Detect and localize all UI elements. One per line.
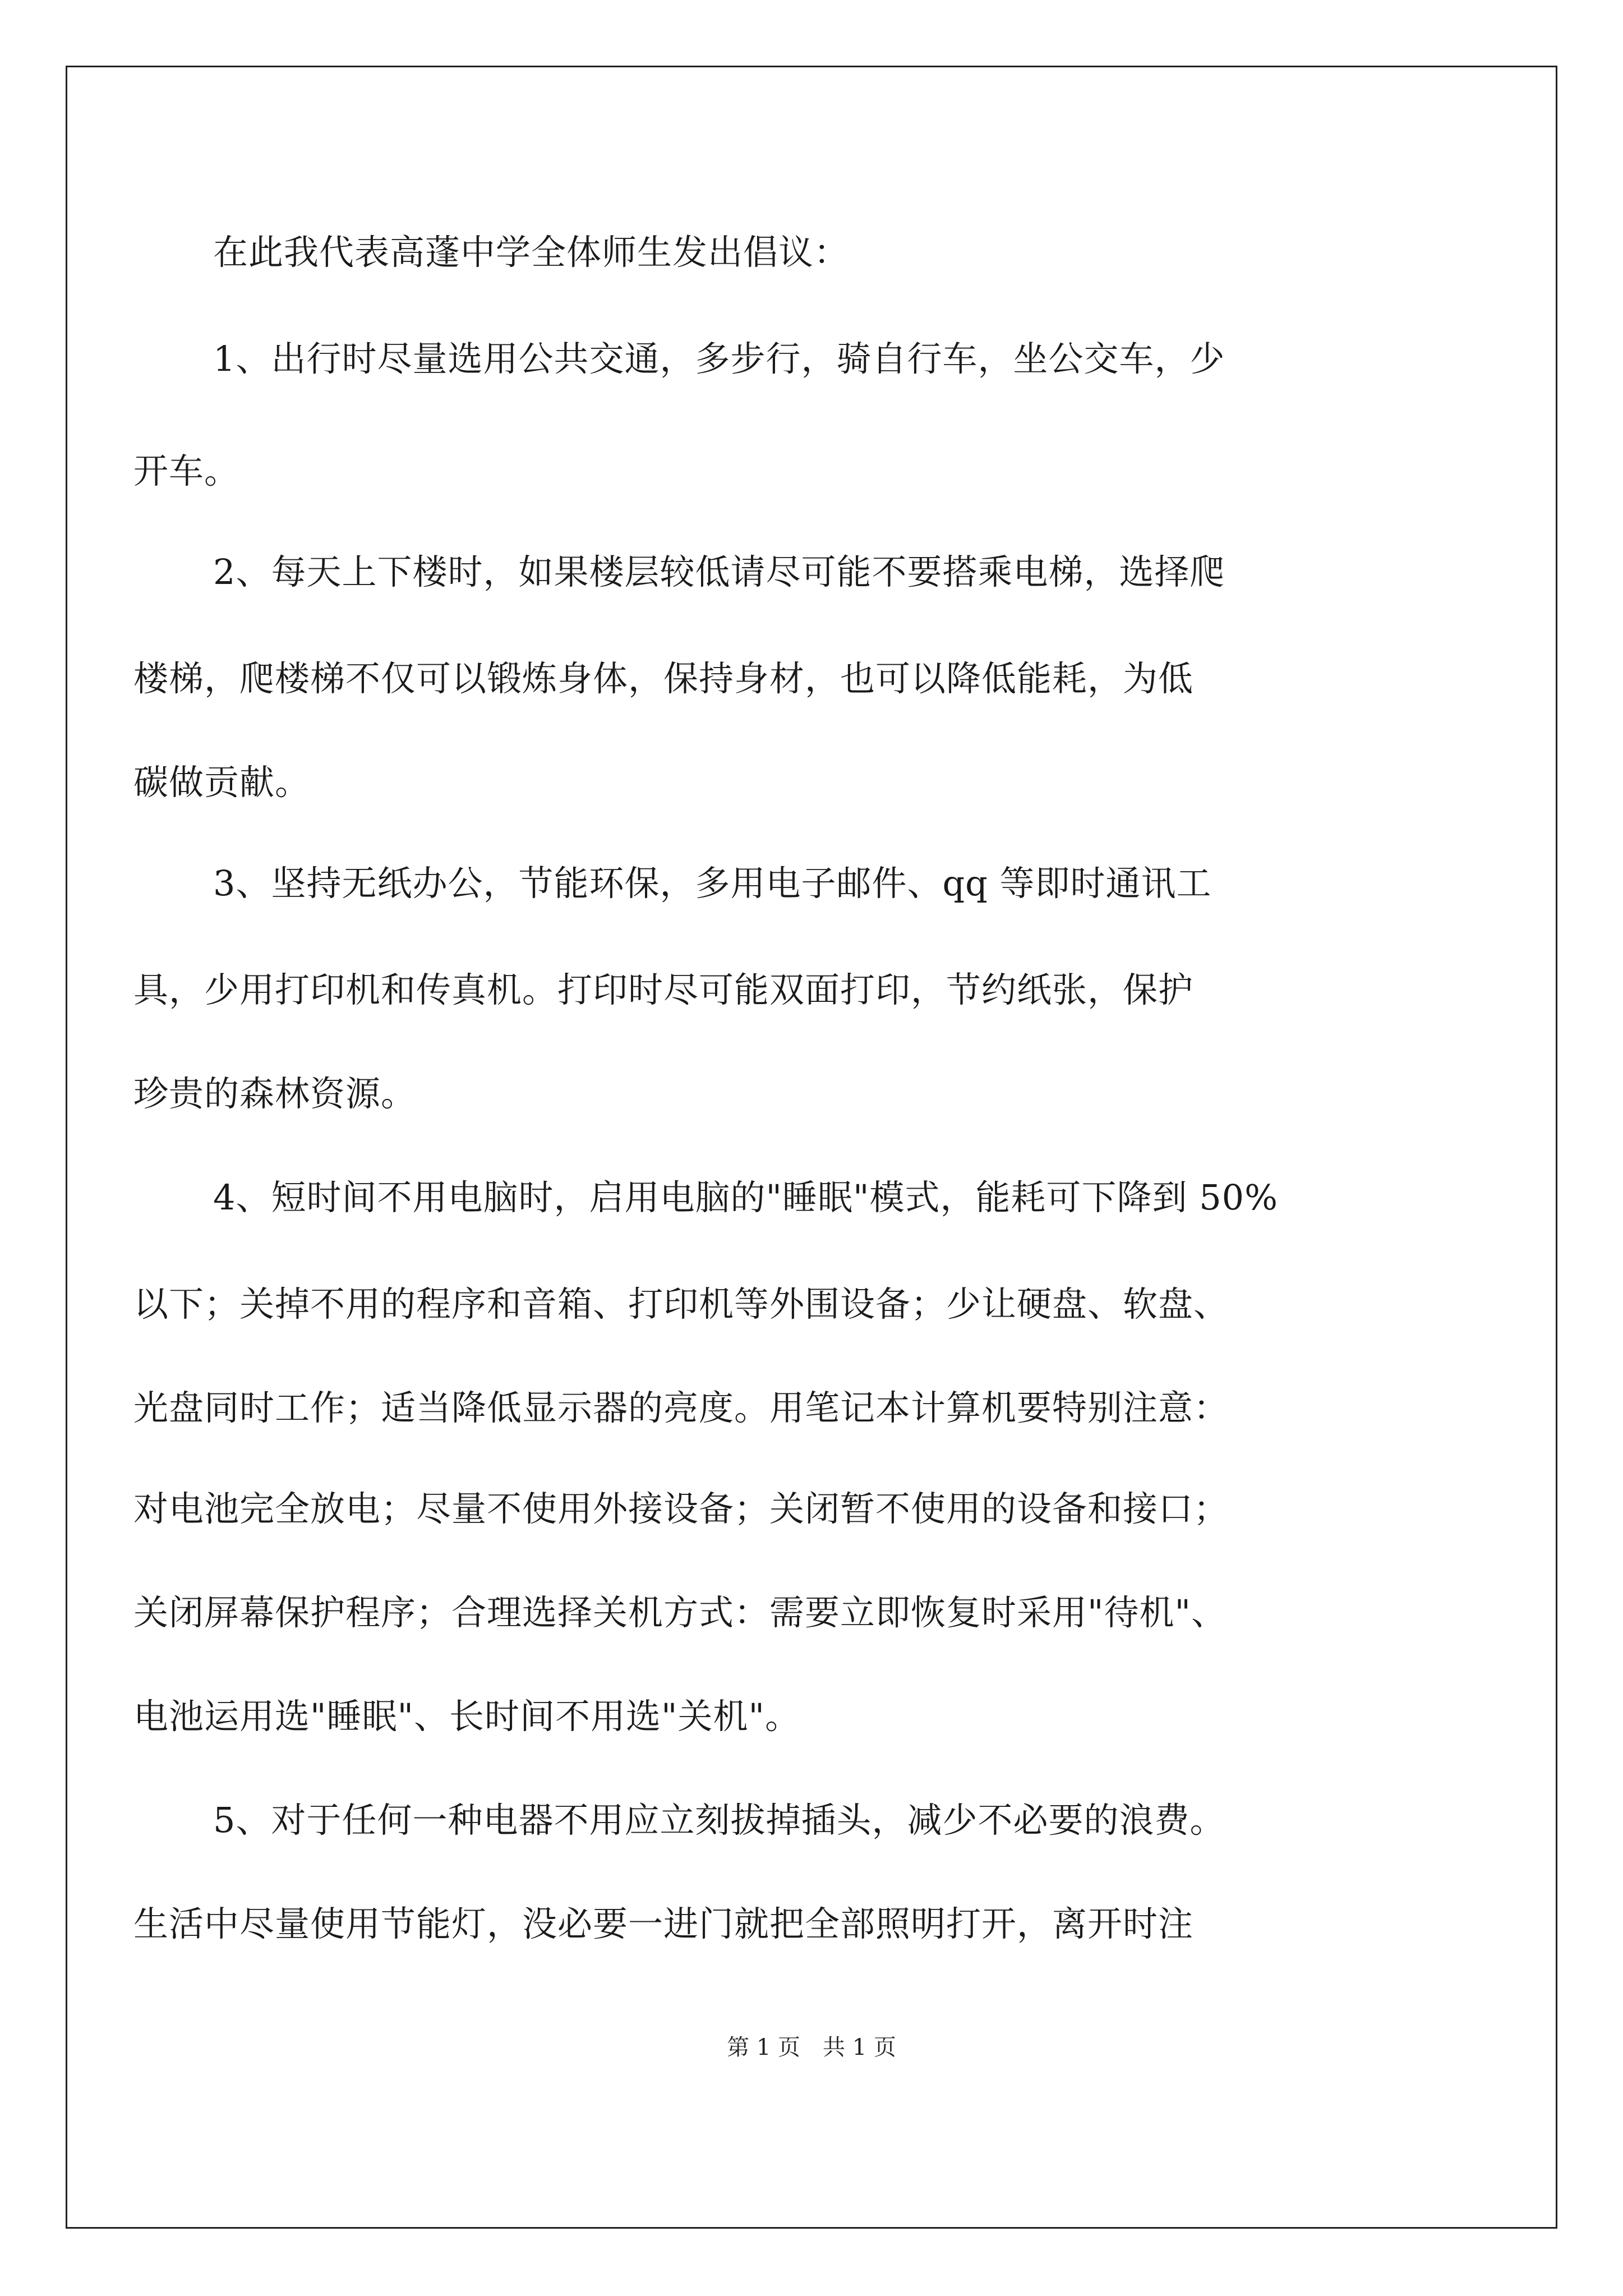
line-text: 对电池完全放电；尽量不使用外接设备；关闭暂不使用的设备和接口； <box>133 1488 1229 1529</box>
line-text: 3、坚持无纸办公，节能环保，多用电子邮件、qq 等即时通讯工 <box>213 863 1212 904</box>
line-text: 5、对于任何一种电器不用应立刻拔掉插头，减少不必要的浪费。 <box>213 1800 1225 1841</box>
line-text: 电池运用选"睡眠"、长时间不用选"关机"。 <box>133 1696 801 1737</box>
line-text: 关闭屏幕保护程序；合理选择关机方式：需要立即恢复时采用"待机"、 <box>133 1592 1227 1633</box>
line-text: 以下；关掉不用的程序和音箱、打印机等外围设备；少让硬盘、软盘、 <box>133 1283 1229 1324</box>
line-text: 4、短时间不用电脑时，启用电脑的"睡眠"模式，能耗可下降到 50% <box>213 1177 1278 1218</box>
line-text: 生活中尽量使用节能灯，没必要一进门就把全部照明打开，离开时注 <box>133 1903 1194 1944</box>
paragraph-4-line-4 <box>0 1481 1492 1537</box>
line-text: 具，少用打印机和传真机。打印时尽可能双面打印，节约纸张，保护 <box>133 969 1194 1010</box>
page-footer: 第 1 页 共 1 页 <box>727 2035 896 2060</box>
line-text: 珍贵的森林资源。 <box>133 1073 417 1114</box>
paragraph-intro-line <box>0 224 1492 280</box>
line-text: 开车。 <box>133 450 240 491</box>
line-text: 楼梯，爬楼梯不仅可以锻炼身体，保持身材，也可以降低能耗，为低 <box>133 658 1194 699</box>
paragraph-4-line-6 <box>0 1688 1492 1745</box>
paragraph-5-line-2 <box>0 1896 1492 1952</box>
paragraph-4-line-1 <box>0 1170 1492 1226</box>
line-text: 1、出行时尽量选用公共交通，多步行，骑自行车，坐公交车，少 <box>213 338 1225 379</box>
paragraph-5-line-1 <box>0 1792 1492 1848</box>
line-text: 在此我代表高蓬中学全体师生发出倡议： <box>213 232 850 273</box>
line-text: 光盘同时工作；适当降低显示器的亮度。用笔记本计算机要特别注意： <box>133 1387 1229 1428</box>
line-text: 2、每天上下楼时，如果楼层较低请尽可能不要搭乘电梯，选择爬 <box>213 551 1225 592</box>
paragraph-1-line-1 <box>0 331 1492 387</box>
paragraph-1-line-2 <box>0 443 1492 499</box>
paragraph-4-line-2 <box>0 1276 1492 1332</box>
paragraph-4-line-5 <box>0 1585 1492 1641</box>
paragraph-3-line-3 <box>0 1066 1492 1122</box>
paragraph-2-line-3 <box>0 754 1492 811</box>
line-text: 碳做贡献。 <box>133 762 311 803</box>
paragraph-4-line-3 <box>0 1380 1492 1436</box>
paragraph-3-line-2 <box>0 962 1492 1018</box>
paragraph-2-line-2 <box>0 651 1492 707</box>
paragraph-3-line-1 <box>0 855 1492 912</box>
paragraph-2-line-1 <box>0 544 1492 600</box>
